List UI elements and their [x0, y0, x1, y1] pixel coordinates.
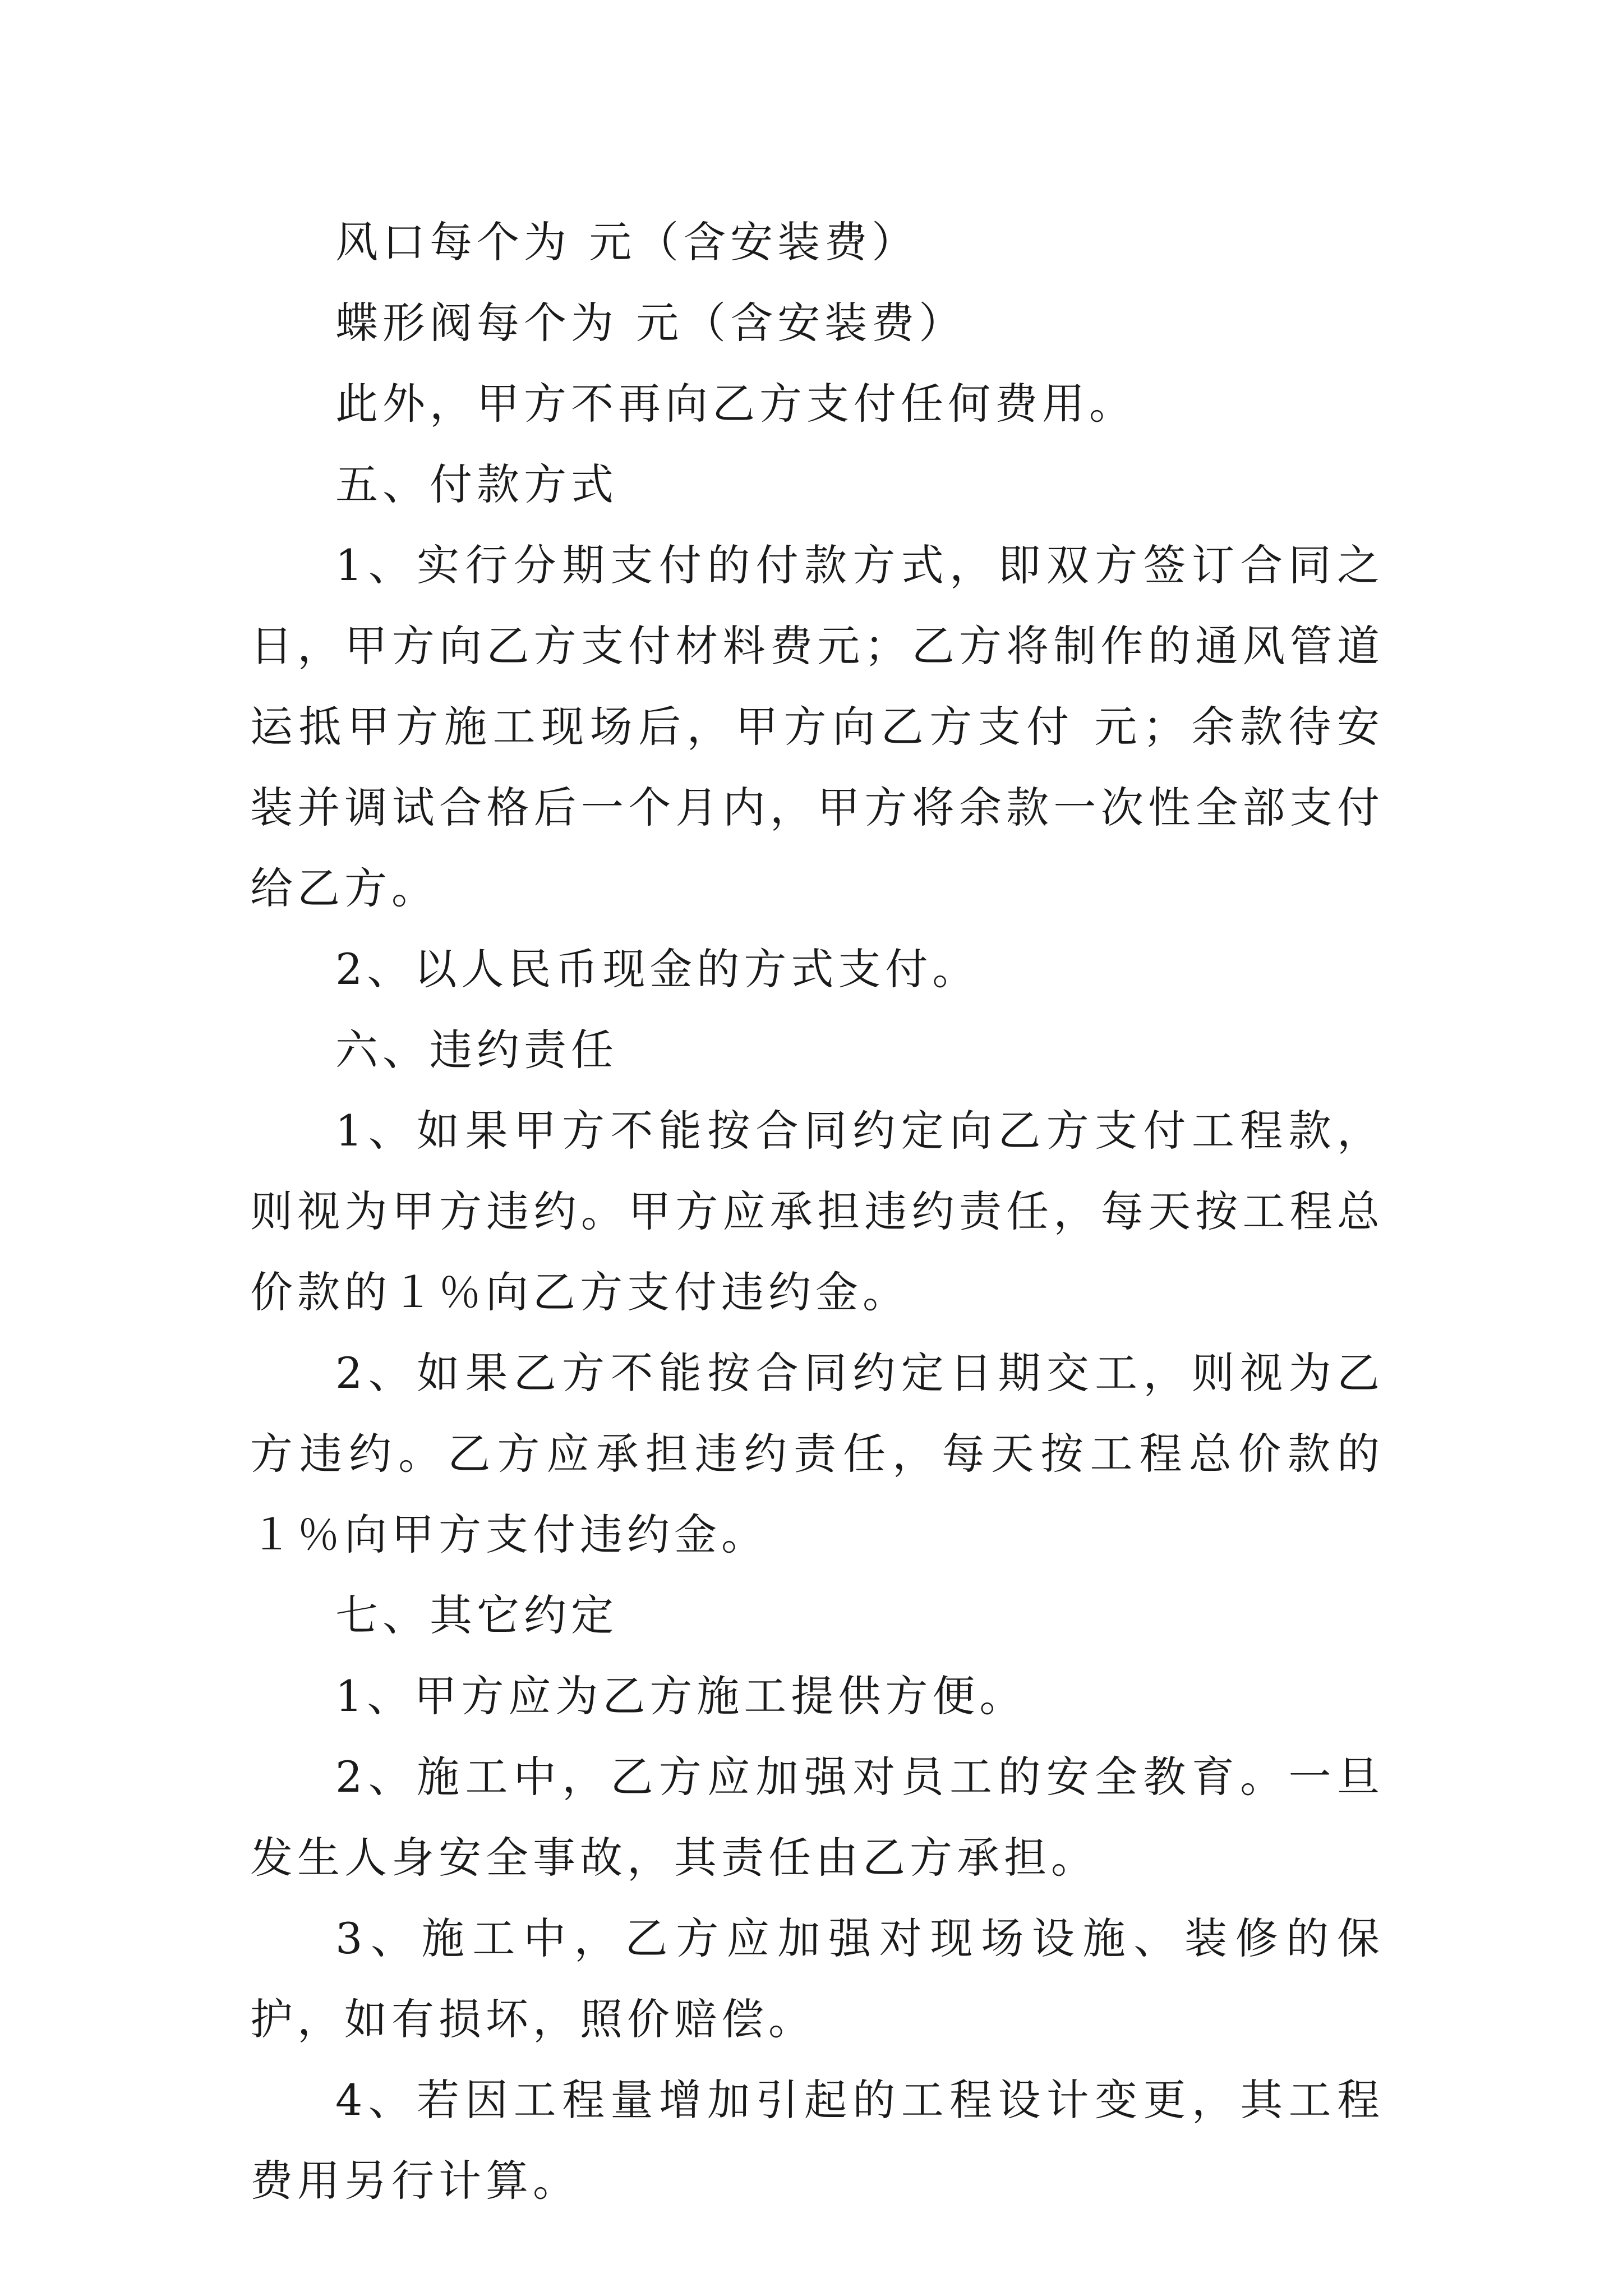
paragraph-safety-education: 2、施工中，乙方应加强对员工的安全教育。一旦发生人身安全事故，其责任由乙方承担。	[250, 1752, 1384, 1883]
section-heading-payment-method: 五、付款方式	[335, 459, 618, 509]
section-heading-breach-liability: 六、违约责任	[335, 1025, 618, 1075]
paragraph-no-other-fees: 此外，甲方不再向乙方支付任何费用。	[335, 379, 1136, 429]
paragraph-site-protection: 3、施工中，乙方应加强对现场设施、装修的保护，如有损坏，照价赔偿。	[250, 1913, 1384, 2044]
paragraph-party-a-breach: 1、如果甲方不能按合同约定向乙方支付工程款，则视为甲方违约。甲方应承担违约责任，每天按工程总价款的１％向乙方支付违约金。	[250, 1106, 1384, 1317]
paragraph-payment-installments: 1、实行分期支付的付款方式，即双方签订合同之日，甲方向乙方支付材料费元；乙方将制作的通风管道运抵甲方施工现场后，甲方向乙方支付 元；余款待安装并调试合格后一个月内，甲方将余款一次性全部支付给乙方。	[250, 540, 1384, 913]
document-body	[250, 202, 1384, 2221]
paragraph-design-change: 4、若因工程量增加引起的工程设计变更，其工程费用另行计算。	[250, 2075, 1384, 2206]
paragraph-payment-cash: 2、以人民币现金的方式支付。	[335, 944, 980, 994]
paragraph-facilitate-construction: 1、甲方应为乙方施工提供方便。	[335, 1671, 1027, 1721]
paragraph-butterfly-valve-price: 蝶形阀每个为 元（含安装费）	[335, 298, 966, 348]
section-heading-other-terms: 七、其它约定	[335, 1590, 618, 1640]
paragraph-vent-price: 风口每个为 元（含安装费）	[335, 217, 919, 267]
paragraph-party-b-breach: 2、如果乙方不能按合同约定日期交工，则视为乙方违约。乙方应承担违约责任，每天按工程总价款的１％向甲方支付违约金。	[250, 1348, 1384, 1559]
